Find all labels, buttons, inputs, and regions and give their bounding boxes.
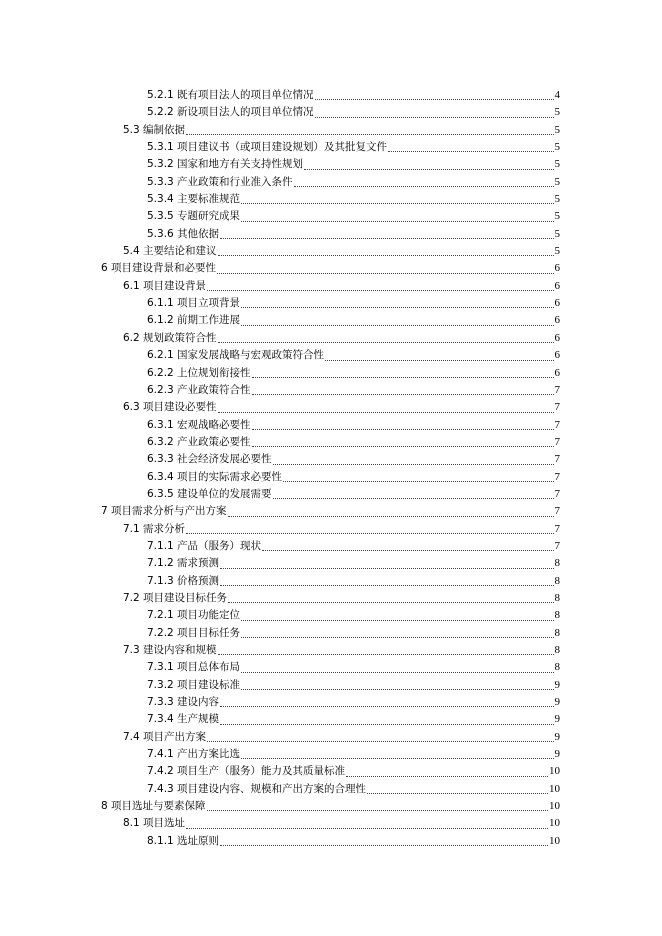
dot-leader (262, 549, 553, 551)
toc-entry-page-number: 7 (554, 539, 560, 552)
dot-leader (294, 185, 554, 187)
toc-entry-title: 7.3 建设内容和规模 (123, 644, 217, 656)
toc-entry[interactable] (0, 382, 662, 399)
toc-entry[interactable] (0, 815, 662, 832)
toc-entry-page-number: 6 (554, 279, 560, 292)
toc-entry-title: 6.3.5 建设单位的发展需要 (147, 487, 272, 500)
dot-leader (241, 324, 553, 326)
toc-entry-page-number: 10 (549, 765, 560, 778)
dot-leader (228, 515, 554, 517)
toc-entry[interactable] (0, 781, 662, 798)
toc-entry-page-number: 7 (554, 470, 560, 483)
toc-entry-title: 5.3.1 项目建议书（或项目建设规划）及其批复文件 (147, 141, 388, 154)
toc-entry-line (147, 451, 560, 468)
toc-entry[interactable] (0, 122, 662, 139)
toc-entry-line (123, 243, 560, 260)
dot-leader (218, 653, 554, 655)
toc-entry-page-number: 7 (554, 505, 560, 518)
toc-entry-line (147, 746, 560, 763)
toc-entry-page-number: 8 (554, 557, 560, 570)
dot-leader (367, 792, 548, 794)
toc-entry[interactable] (0, 590, 662, 607)
toc-entry[interactable] (0, 260, 662, 277)
toc-entry-line (147, 208, 560, 225)
toc-entry-line (147, 538, 560, 555)
toc-entry-page-number: 7 (554, 418, 560, 431)
toc-entry-title: 7.3.3 建设内容 (147, 696, 220, 709)
toc-entry-page-number: 8 (554, 574, 560, 587)
toc-entry-title: 7.2.1 项目功能定位 (147, 609, 241, 622)
dot-leader (207, 809, 548, 811)
toc-entry-title: 6.3 项目建设必要性 (123, 401, 217, 414)
dot-leader (218, 411, 554, 413)
toc-entry-page-number: 7 (554, 453, 560, 466)
toc-entry[interactable] (0, 642, 662, 659)
toc-entry[interactable] (0, 798, 662, 815)
dot-leader (346, 775, 548, 777)
toc-entry[interactable] (0, 278, 662, 295)
dot-leader (325, 359, 553, 361)
toc-entry-title: 6.2.1 国家发展战略与宏观政策符合性 (147, 349, 325, 362)
toc-entry-title: 8.1 项目选址 (123, 817, 186, 830)
toc-entry-title: 6.2 规划政策符合性 (123, 331, 217, 344)
toc-entry[interactable] (0, 330, 662, 347)
toc-entry-line (147, 156, 560, 173)
toc-entry-title: 7.1 需求分析 (123, 522, 186, 535)
dot-leader (207, 740, 553, 742)
toc-entry-page-number: 5 (554, 227, 560, 240)
toc-entry-title: 7.4.1 产出方案比选 (147, 748, 241, 761)
toc-entry-title: 6.3.4 项目的实际需求必要性 (147, 470, 283, 483)
toc-entry-line (147, 347, 560, 364)
dot-leader (220, 567, 553, 569)
toc-entry-line (147, 434, 560, 451)
toc-entry-line (123, 521, 560, 538)
toc-entry-line (123, 399, 560, 416)
dot-leader (220, 584, 553, 586)
toc-entry-page-number: 6 (554, 314, 560, 327)
toc-entry-page-number: 5 (554, 141, 560, 154)
toc-entry-title: 7.2.2 项目目标任务 (147, 626, 241, 639)
toc-entry-title: 6.3.3 社会经济发展必要性 (147, 453, 272, 466)
dot-leader (304, 168, 553, 170)
toc-entry-line (147, 486, 560, 503)
toc-entry-page-number: 5 (554, 193, 560, 206)
table-of-contents (0, 87, 662, 850)
toc-entry-title: 7.4.3 项目建设内容、规模和产出方案的合理性 (147, 782, 367, 795)
toc-entry[interactable] (0, 521, 662, 538)
toc-entry[interactable] (0, 295, 662, 312)
toc-entry-page-number: 5 (554, 106, 560, 119)
toc-entry[interactable] (0, 208, 662, 225)
toc-entry-page-number: 10 (549, 800, 560, 813)
toc-entry-title: 5.2.1 既有项目法人的项目单位情况 (147, 89, 314, 101)
toc-entry-title: 5.3.3 产业政策和行业准入条件 (147, 175, 293, 188)
toc-entry-title: 5.3.5 专题研究成果 (147, 210, 241, 223)
dot-leader (241, 636, 553, 638)
toc-entry-page-number: 10 (549, 817, 560, 830)
toc-entry-title: 6.2.2 上位规划衔接性 (147, 366, 251, 379)
toc-entry[interactable] (0, 434, 662, 451)
toc-entry-line (147, 694, 560, 711)
toc-entry[interactable] (0, 573, 662, 590)
toc-entry-line (147, 104, 560, 121)
toc-entry[interactable] (0, 139, 662, 156)
toc-entry-page-number: 9 (554, 678, 560, 691)
toc-entry-line (147, 312, 560, 329)
dot-leader (241, 306, 553, 308)
toc-entry[interactable] (0, 417, 662, 434)
toc-entry[interactable] (0, 226, 662, 243)
toc-entry-page-number: 5 (554, 158, 560, 171)
toc-entry-line (147, 174, 560, 191)
toc-entry[interactable] (0, 174, 662, 191)
dot-leader (241, 619, 553, 621)
toc-entry-line (147, 625, 560, 642)
dot-leader (388, 150, 553, 152)
toc-entry-page-number: 8 (554, 661, 560, 674)
toc-entry[interactable] (0, 503, 662, 520)
toc-entry-title: 7.1.1 产品（服务）现状 (147, 539, 262, 552)
toc-entry-title: 7.2 项目建设目标任务 (123, 591, 228, 604)
toc-entry-title: 6 项目建设背景和必要性 (101, 262, 217, 275)
toc-entry-title: 7.1.3 价格预测 (147, 574, 220, 587)
toc-entry[interactable] (0, 833, 662, 850)
toc-entry[interactable] (0, 451, 662, 468)
toc-entry-line (147, 833, 560, 850)
toc-entry-title: 6.2.3 产业政策符合性 (147, 383, 251, 396)
toc-entry[interactable] (0, 87, 662, 104)
toc-entry-page-number: 8 (554, 591, 560, 604)
toc-entry-title: 6.3.2 产业政策必要性 (147, 435, 251, 448)
toc-entry-title: 6.1.2 前期工作进展 (147, 314, 241, 327)
toc-entry-line (147, 226, 560, 243)
dot-leader (241, 671, 553, 673)
toc-entry-line (123, 278, 560, 295)
toc-entry-page-number: 9 (554, 748, 560, 761)
dot-leader (220, 237, 553, 239)
toc-entry-page-number: 8 (554, 626, 560, 639)
toc-entry-line (147, 573, 560, 590)
dot-leader (220, 723, 553, 725)
toc-entry-title: 6.1.1 项目立项背景 (147, 297, 241, 310)
toc-entry-line (123, 122, 560, 139)
toc-entry[interactable] (0, 763, 662, 780)
toc-entry[interactable] (0, 711, 662, 728)
toc-entry-page-number: 6 (554, 366, 560, 379)
toc-entry[interactable] (0, 607, 662, 624)
toc-entry-line (147, 607, 560, 624)
dot-leader (220, 705, 553, 707)
toc-entry-page-number: 8 (554, 609, 560, 622)
toc-entry-page-number: 7 (554, 435, 560, 448)
dot-leader (186, 133, 553, 135)
toc-entry-line (147, 781, 560, 798)
dot-leader (283, 480, 553, 482)
toc-entry[interactable] (0, 625, 662, 642)
toc-entry[interactable] (0, 677, 662, 694)
dot-leader (218, 254, 554, 256)
toc-entry-line (147, 469, 560, 486)
toc-entry-line (123, 729, 560, 746)
toc-entry[interactable] (0, 729, 662, 746)
dot-leader (273, 463, 554, 465)
toc-entry-title: 5.3.4 主要标准规范 (147, 193, 241, 206)
toc-entry[interactable] (0, 486, 662, 503)
toc-entry-line (101, 503, 560, 520)
toc-entry-line (147, 659, 560, 676)
toc-entry-title: 7.3.4 生产规模 (147, 713, 220, 726)
toc-entry-page-number: 9 (554, 713, 560, 726)
toc-entry[interactable] (0, 399, 662, 416)
dot-leader (252, 445, 554, 447)
dot-leader (241, 688, 553, 690)
dot-leader (241, 202, 553, 204)
dot-leader (241, 757, 553, 759)
toc-entry-line (147, 295, 560, 312)
dot-leader (273, 497, 554, 499)
toc-entry[interactable] (0, 746, 662, 763)
toc-entry-page-number: 8 (554, 644, 560, 656)
toc-entry-line (147, 191, 560, 208)
dot-leader (220, 844, 548, 846)
toc-entry-line (123, 815, 560, 832)
toc-entry-title: 7.4 项目产出方案 (123, 730, 207, 743)
toc-entry-line (147, 417, 560, 434)
toc-entry-title: 7 项目需求分析与产出方案 (101, 505, 227, 518)
dot-leader (217, 272, 553, 274)
toc-entry[interactable] (0, 659, 662, 676)
dot-leader (207, 289, 553, 291)
toc-entry[interactable] (0, 347, 662, 364)
toc-entry-title: 5.2.2 新设项目法人的项目单位情况 (147, 106, 314, 119)
toc-entry-title: 7.3.2 项目建设标准 (147, 678, 241, 691)
toc-entry-line (147, 139, 560, 156)
dot-leader (252, 428, 554, 430)
toc-entry[interactable] (0, 469, 662, 486)
toc-entry-line (123, 590, 560, 607)
toc-entry-title: 8 项目选址与要素保障 (101, 800, 206, 813)
dot-leader (186, 827, 548, 829)
toc-entry-title: 5.3.2 国家和地方有关支持性规划 (147, 158, 304, 171)
toc-entry-page-number: 6 (554, 262, 560, 275)
toc-entry-title: 6.3.1 宏观战略必要性 (147, 418, 251, 431)
toc-entry-page-number: 10 (549, 782, 560, 795)
dot-leader (315, 116, 554, 118)
dot-leader (252, 376, 554, 378)
toc-entry-line (147, 711, 560, 728)
toc-entry-page-number: 7 (554, 401, 560, 414)
toc-entry-line (147, 555, 560, 572)
dot-leader (186, 532, 553, 534)
toc-entry-line (147, 382, 560, 399)
toc-entry-title: 7.1.2 需求预测 (147, 557, 220, 570)
toc-entry-title: 5.3 编制依据 (123, 123, 186, 136)
toc-entry-line (101, 260, 560, 277)
toc-entry-line (147, 763, 560, 780)
toc-entry[interactable] (0, 694, 662, 711)
toc-entry-page-number: 7 (554, 487, 560, 500)
dot-leader (218, 341, 554, 343)
toc-entry-page-number: 5 (554, 245, 560, 258)
toc-entry-page-number: 10 (549, 834, 560, 847)
toc-entry-page-number: 9 (554, 730, 560, 743)
toc-entry[interactable] (0, 156, 662, 173)
toc-entry-page-number: 6 (554, 349, 560, 362)
toc-entry[interactable] (0, 243, 662, 260)
toc-entry-title: 7.3.1 项目总体布局 (147, 661, 241, 674)
toc-entry-page-number: 4 (554, 89, 560, 101)
toc-entry-page-number: 7 (554, 383, 560, 396)
toc-entry-title: 6.1 项目建设背景 (123, 279, 207, 292)
toc-entry-title: 7.4.2 项目生产（服务）能力及其质量标准 (147, 765, 346, 778)
toc-entry-line (123, 642, 560, 659)
toc-entry-line (123, 330, 560, 347)
toc-entry-title: 5.3.6 其他依据 (147, 227, 220, 240)
toc-entry[interactable] (0, 555, 662, 572)
toc-entry-page-number: 5 (554, 175, 560, 188)
toc-entry[interactable] (0, 365, 662, 382)
toc-entry-title: 8.1.1 选址原则 (147, 834, 220, 847)
dot-leader (228, 601, 553, 603)
toc-entry-page-number: 7 (554, 522, 560, 535)
toc-entry-line (101, 798, 560, 815)
toc-entry-title: 5.4 主要结论和建议 (123, 245, 217, 258)
toc-entry[interactable] (0, 312, 662, 329)
toc-entry-line (147, 677, 560, 694)
toc-entry[interactable] (0, 538, 662, 555)
toc-entry[interactable] (0, 191, 662, 208)
toc-entry-page-number: 9 (554, 696, 560, 709)
toc-entry-line (147, 365, 560, 382)
toc-entry[interactable] (0, 104, 662, 121)
toc-entry-page-number: 5 (554, 210, 560, 223)
toc-entry-page-number: 5 (554, 123, 560, 136)
toc-entry-page-number: 6 (554, 297, 560, 310)
dot-leader (241, 220, 553, 222)
toc-entry-page-number: 6 (554, 331, 560, 344)
dot-leader (315, 98, 554, 100)
toc-entry-line (147, 87, 560, 104)
dot-leader (252, 393, 554, 395)
